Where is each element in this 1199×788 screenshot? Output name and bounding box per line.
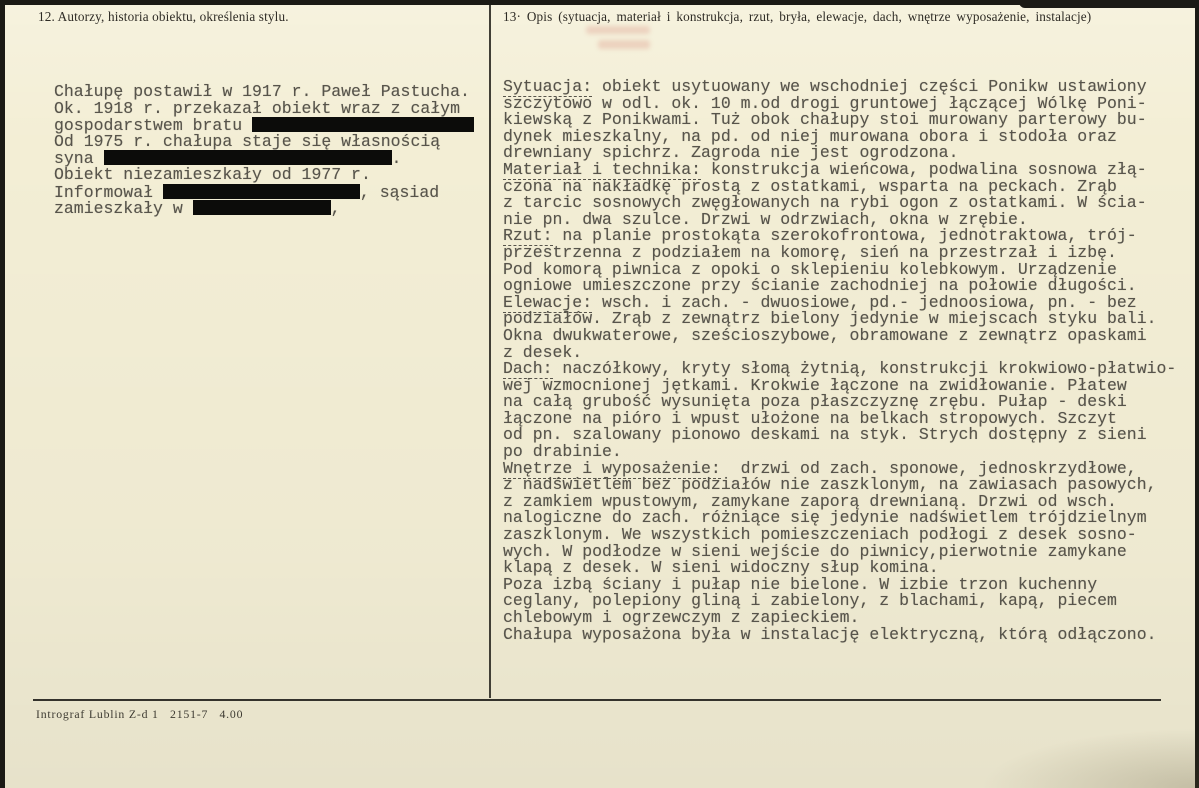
typewritten-line xyxy=(54,131,474,151)
text-segment: syna xyxy=(54,149,104,169)
text-segment: Od 1975 r. chałupa staje się własnością xyxy=(54,131,441,151)
text-segment: , xyxy=(330,199,341,219)
text-segment: chlebowym i ogrzewczym z zapieckiem. xyxy=(503,608,860,627)
text-segment: Poza izbą ściany i pułap nie bielone. W izbie trzon kuchenny xyxy=(503,574,1098,594)
field-13-header: 13· Opis (sytuacja, materiał i konstrukcja, rzut, bryła, elewacje, dach, wnętrze wyposażenie, instalacje) xyxy=(503,9,1092,24)
text-segment: wej wzmocnionej jętkami. Krokwie łączone na zwidłowanie. Płatew xyxy=(503,375,1127,395)
text-segment: łączone na pióro i wpust ułożone na belkach stropowych. Szczyt xyxy=(503,408,1117,428)
typewritten-line xyxy=(54,184,474,201)
typewritten-line xyxy=(54,200,474,217)
text-segment: Okna dwukwaterowe, sześcioszybowe, obramowane z zewnątrz opaskami xyxy=(503,325,1147,345)
footer-rule xyxy=(33,699,1161,701)
text-segment: klapą z desek. W sieni widoczny słup komina. xyxy=(503,558,939,578)
red-stamp-smudge xyxy=(598,40,650,49)
text-segment: obiekt usytuowany we wschodniej części Ponikw ustawiony xyxy=(592,77,1147,96)
typewritten-line xyxy=(503,624,1176,644)
scan-edge-top-right xyxy=(1019,0,1199,8)
text-segment: Pod komorą piwnica z opoki o sklepieniu kolebkowym. Urządzenie xyxy=(503,259,1117,279)
text-segment: nalogiczne do zach. różniące się jedynie nadświetlem trójdzielnym xyxy=(503,508,1147,528)
text-segment: , sąsiad xyxy=(359,182,440,202)
text-segment: Informował xyxy=(54,182,163,202)
section-label: Wnętrze i wyposażenie: xyxy=(503,458,721,478)
column-divider-line xyxy=(489,5,491,698)
text-segment: Obiekt niezamieszkały od 1977 r. xyxy=(54,164,371,184)
redaction-box xyxy=(104,150,392,165)
text-segment: Chałupę postawił w 1917 r. Paweł Pastucha. xyxy=(54,82,470,101)
text-segment: przestrzenna z podziałem na komorę, sień na przestrzał i izbę. xyxy=(503,242,1117,262)
history-text-block xyxy=(54,84,474,217)
field-12-header: 12. Autorzy, historia obiektu, określenia stylu. xyxy=(38,9,289,24)
scan-edge-right xyxy=(1195,0,1199,788)
text-segment: drewniany spichrz. Zagroda nie jest ogrodzona. xyxy=(503,143,959,163)
description-text-block xyxy=(503,79,1176,643)
text-segment: . xyxy=(391,149,402,169)
text-segment: konstrukcja wieńcowa, podwalina sosnowa złą- xyxy=(701,159,1147,179)
scan-edge-left xyxy=(0,0,5,788)
text-segment: z tarcic sosnowych zwęgłowanych na rybi ogon z ostatkami. W ścia- xyxy=(503,193,1147,213)
text-segment: dynek mieszkalny, na pd. od niej murowana obora i stodoła oraz xyxy=(503,126,1117,146)
text-segment: wsch. i zach. - dwuosiowe, pd.- jednoosiowa, pn. - bez xyxy=(592,292,1137,312)
text-segment: na planie prostokąta szerokofrontowa, jednotraktowa, trój- xyxy=(552,226,1137,246)
text-segment: na całą grubość wysunięta poza płaszczyznę zrębu. Pułap - deski xyxy=(503,392,1127,412)
scan-corner-shade xyxy=(979,728,1199,788)
text-segment: szczytowo w odl. ok. 10 m.od drogi gruntowej łączącej Wólkę Poni- xyxy=(503,93,1147,113)
text-segment: ceglany, polepiony gliną i zabielony, z blachami, kapą, piecem xyxy=(503,591,1117,611)
text-segment: podziałów. Zrąb z zewnątrz bielony jedynie w miejscach styku bali. xyxy=(503,309,1157,329)
section-label: Materiał i technika: xyxy=(503,159,702,179)
typewritten-line xyxy=(503,325,1176,345)
text-segment: ogniowe umieszczone przy ścianie zachodniej na połowie długości. xyxy=(503,276,1137,296)
section-label: Dach: xyxy=(503,359,553,379)
text-segment: z desek. xyxy=(503,342,583,362)
text-segment: od pn. szalowany pionowo deskami na styk. Strych dostępny z sieni xyxy=(503,425,1147,445)
text-segment: drzwi od zach. sponowe, jednoskrzydłowe, xyxy=(720,458,1137,478)
section-label: Rzut: xyxy=(503,226,553,246)
section-label: Elewacje: xyxy=(503,292,593,312)
text-segment: z nadświetlem bez podziałów nie zaszklonym, na zawiasach pasowych, xyxy=(503,475,1157,495)
text-segment: zaszklonym. We wszystkich pomieszczeniach podłogi z desek sosno- xyxy=(503,525,1137,545)
redaction-box xyxy=(193,200,331,215)
text-segment: czona na nakładkę prostą z ostatkami, wsparta na peckach. Zrąb xyxy=(503,176,1117,196)
text-segment: z zamkiem wpustowym, zamykane zaporą drewnianą. Drzwi od wsch. xyxy=(503,491,1117,511)
redaction-box xyxy=(163,184,360,199)
text-segment: kiewską z Ponikwami. Tuż obok chałupy stoi murowany parterowy bu- xyxy=(503,110,1147,130)
text-segment: nie pn. dwa szulce. Drzwi w odrzwiach, okna w zrębie. xyxy=(503,209,1028,229)
text-segment: wych. W podłodze w sieni wejście do piwnicy,pierwotnie zamykane xyxy=(503,541,1127,561)
printer-imprint: Intrograf Lublin Z-d 1 2151-7 4.00 xyxy=(36,707,244,721)
text-segment: Chałupa wyposażona była w instalację elektryczną, którą odłączono. xyxy=(503,624,1157,644)
text-segment: gospodarstwem bratu xyxy=(54,116,253,136)
section-label: Sytuacja: xyxy=(503,77,593,96)
red-stamp-smudge xyxy=(586,26,650,34)
text-segment: po drabinie. xyxy=(503,442,622,462)
text-segment: naczółkowy, kryty słomą żytnią, konstrukcji krokwiowo-płatwio- xyxy=(552,359,1177,379)
text-segment: Ok. 1918 r. przekazał obiekt wraz z całym xyxy=(54,98,460,118)
typewritten-line xyxy=(54,164,474,184)
text-segment: zamieszkały w xyxy=(54,199,193,219)
redaction-box xyxy=(252,117,474,132)
typewritten-line xyxy=(54,98,474,118)
